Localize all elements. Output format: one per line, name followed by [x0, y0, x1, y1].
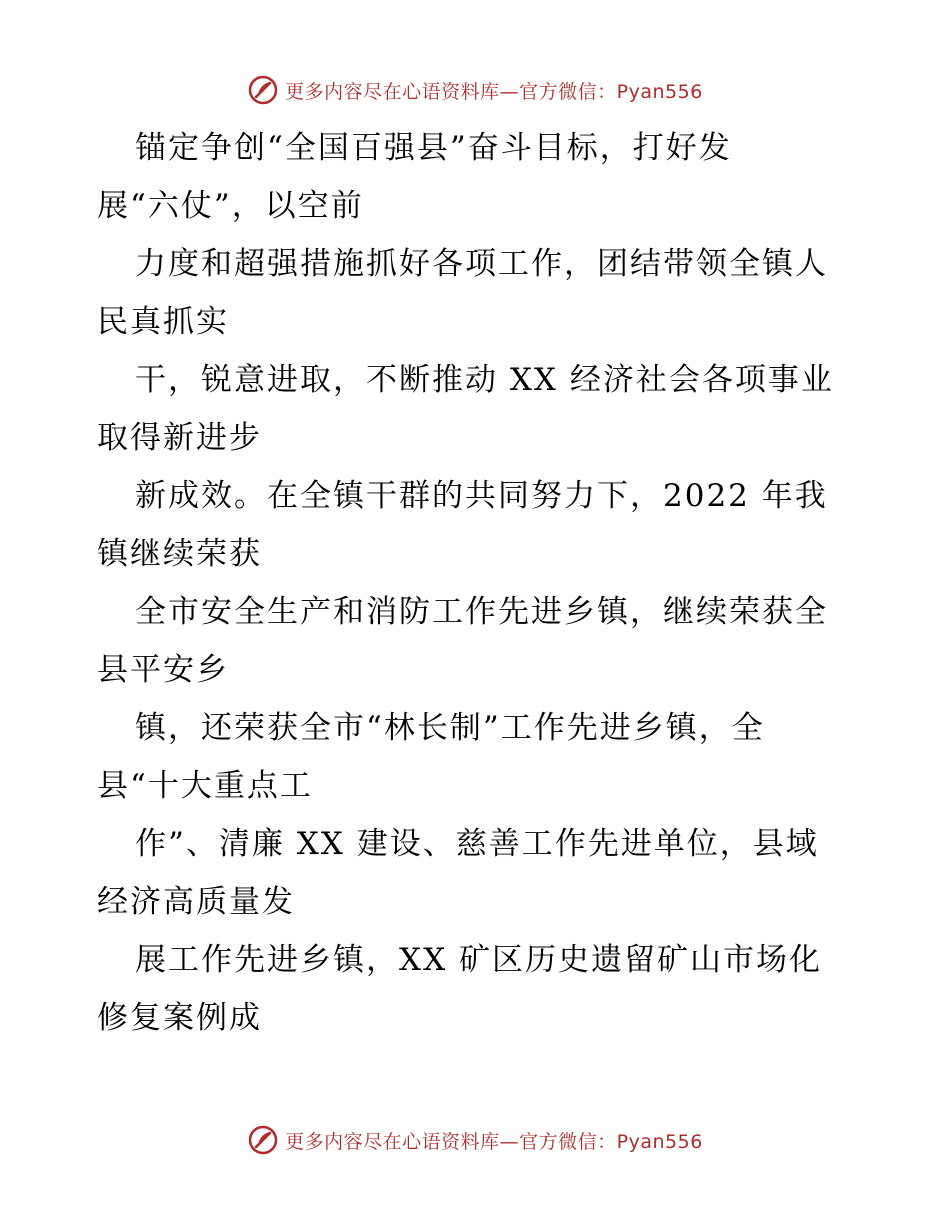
footer-banner-text: 更多内容尽在心语资料库—官方微信：Pyan556 [285, 1130, 703, 1153]
text-line: 镇继续荣获 [97, 536, 262, 572]
text-line: 镇，还荣获全市“林长制”工作先进乡镇，全 [135, 710, 765, 746]
footer-banner [0, 1120, 950, 1160]
text-line: 展工作先进乡镇，XX 矿区历史遗留矿山市场化 [135, 942, 822, 978]
text-line: 展“六仗”，以空前 [97, 188, 364, 224]
quill-logo-icon [247, 74, 279, 106]
text-line: 全市安全生产和消防工作先进乡镇，继续荣获全 [135, 594, 828, 630]
text-line: 干，锐意进取，不断推动 XX 经济社会各项事业 [135, 362, 834, 398]
text-line: 新成效。在全镇干群的共同努力下，2022 年我 [135, 478, 828, 514]
text-line: 县“十大重点工 [97, 768, 313, 804]
text-line: 修复案例成 [97, 1000, 262, 1036]
text-line: 力度和超强措施抓好各项工作，团结带领全镇人 [135, 246, 828, 282]
text-line: 作”、清廉 XX 建设、慈善工作先进单位，县域 [135, 826, 819, 862]
header-banner-text: 更多内容尽在心语资料库—官方微信：Pyan556 [285, 80, 703, 103]
text-line: 民真抓实 [97, 304, 229, 340]
text-line: 经济高质量发 [97, 884, 295, 920]
text-line: 取得新进步 [97, 420, 262, 456]
text-line: 县平安乡 [97, 652, 229, 688]
text-line: 锚定争创“全国百强县”奋斗目标，打好发 [135, 130, 732, 166]
header-banner [0, 70, 950, 110]
quill-logo-icon [247, 1124, 279, 1156]
